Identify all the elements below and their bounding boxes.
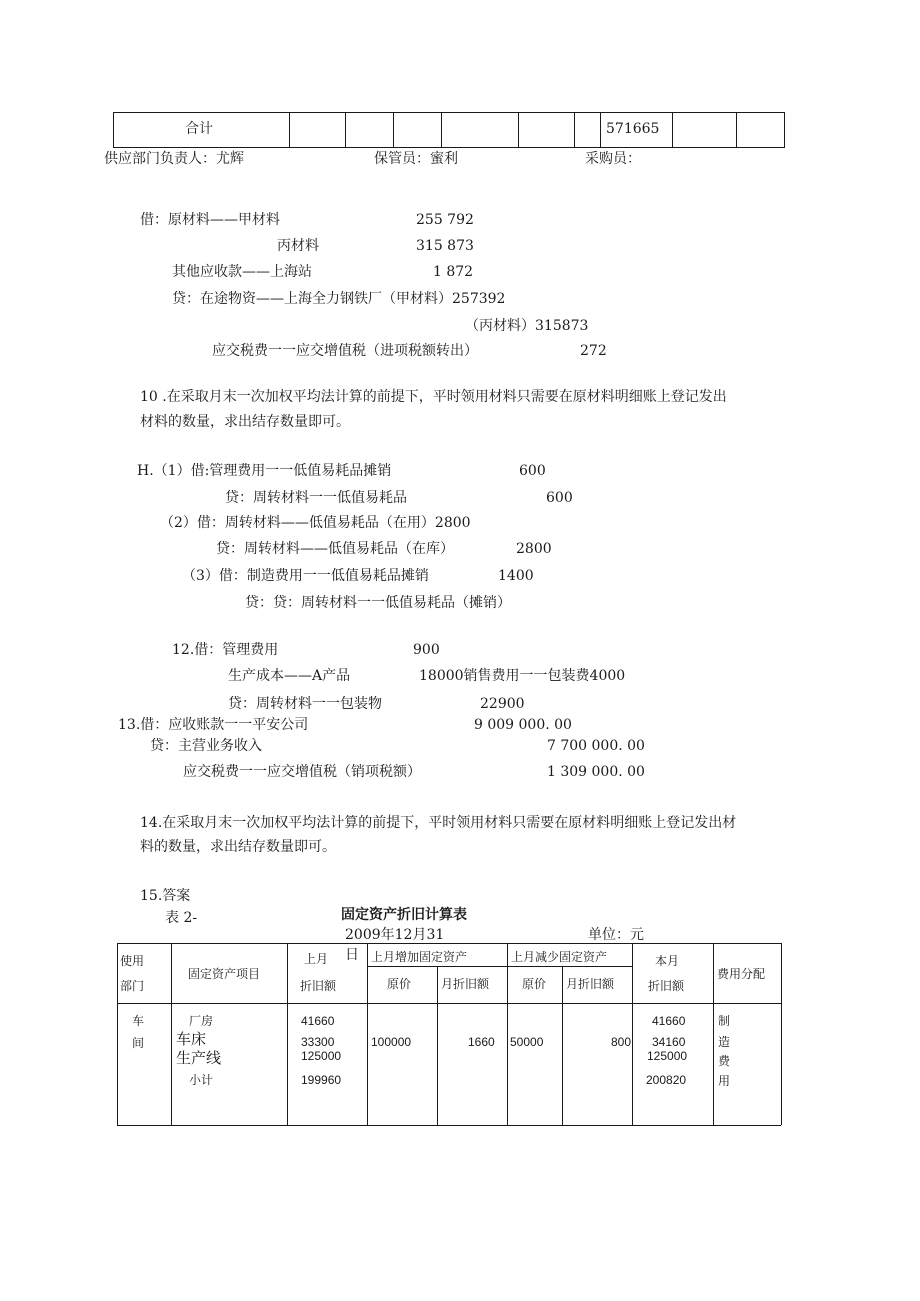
item14-line2: 料的数量，求出结存数量即可。 bbox=[140, 839, 336, 855]
item11-line6: 贷：贷：周转材料一一低值易耗品（摊销） bbox=[245, 595, 511, 611]
item11-line1: H.（1）借:管理费用一一低值易耗品摊销 bbox=[137, 463, 392, 479]
entry9-line2-amount: 315 873 bbox=[416, 238, 474, 254]
item11-line5-amount: 1400 bbox=[498, 568, 534, 584]
item13-line3: 应交税费一一应交增值税（销项税额） bbox=[183, 764, 421, 780]
item13-line1: 13.借：应收账款一一平安公司 bbox=[118, 717, 309, 733]
table-row-last: 199960 bbox=[301, 1073, 342, 1087]
header-inc-dep: 月折旧额 bbox=[441, 977, 490, 991]
alloc-char: 制 bbox=[718, 1014, 731, 1028]
header-inc-cost: 原价 bbox=[387, 977, 412, 991]
entry9-line6-amount: 272 bbox=[580, 343, 607, 359]
item12-line3-amount: 22900 bbox=[480, 696, 525, 712]
signature-keeper: 保管员：蜜利 bbox=[374, 151, 458, 167]
item13-line2: 贷：主营业务收入 bbox=[150, 738, 262, 754]
table-row-this: 41660 bbox=[652, 1014, 686, 1028]
item10-line2: 材料的数量，求出结存数量即可。 bbox=[140, 414, 350, 430]
table-row-last: 125000 bbox=[301, 1049, 342, 1063]
table-row-last: 41660 bbox=[301, 1014, 335, 1028]
header-this-dep-2: 折旧额 bbox=[648, 979, 685, 993]
alloc-char: 费 bbox=[718, 1054, 731, 1068]
entry9-line3: 其他应收款——上海站 bbox=[172, 264, 312, 280]
table-row-dec-cost: 50000 bbox=[510, 1035, 544, 1049]
table-date-day: 日 bbox=[345, 947, 359, 963]
total-amount: 571665 bbox=[606, 121, 660, 137]
item13-line2-amount: 7 700 000. 00 bbox=[547, 738, 645, 754]
table-row-this: 200820 bbox=[646, 1073, 687, 1087]
item11-line1-amount: 600 bbox=[519, 463, 546, 479]
table-row-item: 小计 bbox=[189, 1073, 214, 1087]
header-dept-1: 使用 bbox=[120, 954, 145, 968]
table-row-last: 33300 bbox=[301, 1035, 335, 1049]
item11-line2: 贷：周转材料一一低值易耗品 bbox=[225, 490, 407, 506]
alloc-char: 造 bbox=[718, 1035, 731, 1049]
table-row-inc-dep: 1660 bbox=[468, 1035, 495, 1049]
table-title: 固定资产折旧计算表 bbox=[341, 906, 467, 922]
dept-char: 车 bbox=[132, 1014, 145, 1028]
table-row-dec-dep: 800 bbox=[611, 1035, 632, 1049]
table-row-item: 车床 bbox=[176, 1030, 207, 1048]
item12-line2: 生产成本——A产品 bbox=[228, 668, 351, 684]
item13-line3-amount: 1 309 000. 00 bbox=[547, 764, 645, 780]
table-row-this: 125000 bbox=[647, 1049, 688, 1063]
header-increase: 上月增加固定资产 bbox=[371, 950, 468, 964]
item11-line2-amount: 600 bbox=[546, 490, 573, 506]
item12-line3: 贷：周转材料一一包装物 bbox=[228, 696, 382, 712]
header-item: 固定资产项目 bbox=[188, 967, 261, 981]
entry9-line2: 丙材料 bbox=[277, 238, 319, 254]
signature-supply-head: 供应部门负责人：尤辉 bbox=[104, 151, 244, 167]
table-row-this: 34160 bbox=[652, 1035, 686, 1049]
item10-line1: 10 .在采取月末一次加权平均法计算的前提下，平时领用材料只需要在原材料明细账上登记发出 bbox=[140, 389, 727, 405]
header-dept-2: 部门 bbox=[120, 979, 145, 993]
entry9-line1: 借：原材料——甲材料 bbox=[140, 212, 280, 228]
table-unit: 单位：元 bbox=[588, 927, 644, 943]
item11-line5: （3）借：制造费用一一低值易耗品摊销 bbox=[182, 568, 429, 584]
item11-line3: （2）借：周转材料——低值易耗品（在用）2800 bbox=[160, 515, 471, 531]
header-this-dep-1: 本月 bbox=[655, 954, 680, 968]
header-decrease: 上月减少固定资产 bbox=[511, 950, 608, 964]
header-alloc: 费用分配 bbox=[717, 967, 766, 981]
table-row-item: 厂房 bbox=[189, 1014, 214, 1028]
entry9-line3-amount: 1 872 bbox=[433, 264, 474, 280]
alloc-char: 用 bbox=[718, 1074, 731, 1088]
header-last-dep-1: 上月 bbox=[304, 952, 329, 966]
entry9-line5: （丙材料）315873 bbox=[465, 318, 589, 334]
item15-answer-label: 15.答案 bbox=[140, 888, 191, 904]
table-row-inc-cost: 100000 bbox=[371, 1035, 412, 1049]
entry9-line1-amount: 255 792 bbox=[416, 212, 474, 228]
item11-line4: 贷：周转材料——低值易耗品（在库） bbox=[216, 541, 454, 557]
item14-line1: 14.在采取月末一次加权平均法计算的前提下，平时领用材料只需要在原材料明细账上登记发出材 bbox=[140, 815, 737, 831]
table-number: 表 2- bbox=[165, 910, 198, 926]
table-row-item: 生产线 bbox=[176, 1049, 222, 1067]
header-dec-cost: 原价 bbox=[522, 977, 547, 991]
item11-line4-amount: 2800 bbox=[516, 541, 552, 557]
item13-line1-amount: 9 009 000. 00 bbox=[474, 717, 572, 733]
signature-buyer: 采购员： bbox=[585, 151, 641, 167]
dept-char: 间 bbox=[132, 1036, 145, 1050]
item12-line1-amount: 900 bbox=[413, 642, 440, 658]
header-last-dep-2: 折旧额 bbox=[300, 979, 337, 993]
item12-line1: 12.借：管理费用 bbox=[172, 642, 279, 658]
item12-line2-rest: 18000销售费用一一包装费4000 bbox=[419, 668, 626, 684]
total-label: 合计 bbox=[185, 121, 213, 137]
entry9-line6: 应交税费一一应交增值税（进项税额转出） bbox=[212, 343, 478, 359]
entry9-line4: 贷：在途物资——上海全力钢铁厂（甲材料）257392 bbox=[172, 291, 506, 307]
table-date: 2009年12月31 bbox=[345, 927, 445, 943]
header-dec-dep: 月折旧额 bbox=[566, 977, 615, 991]
